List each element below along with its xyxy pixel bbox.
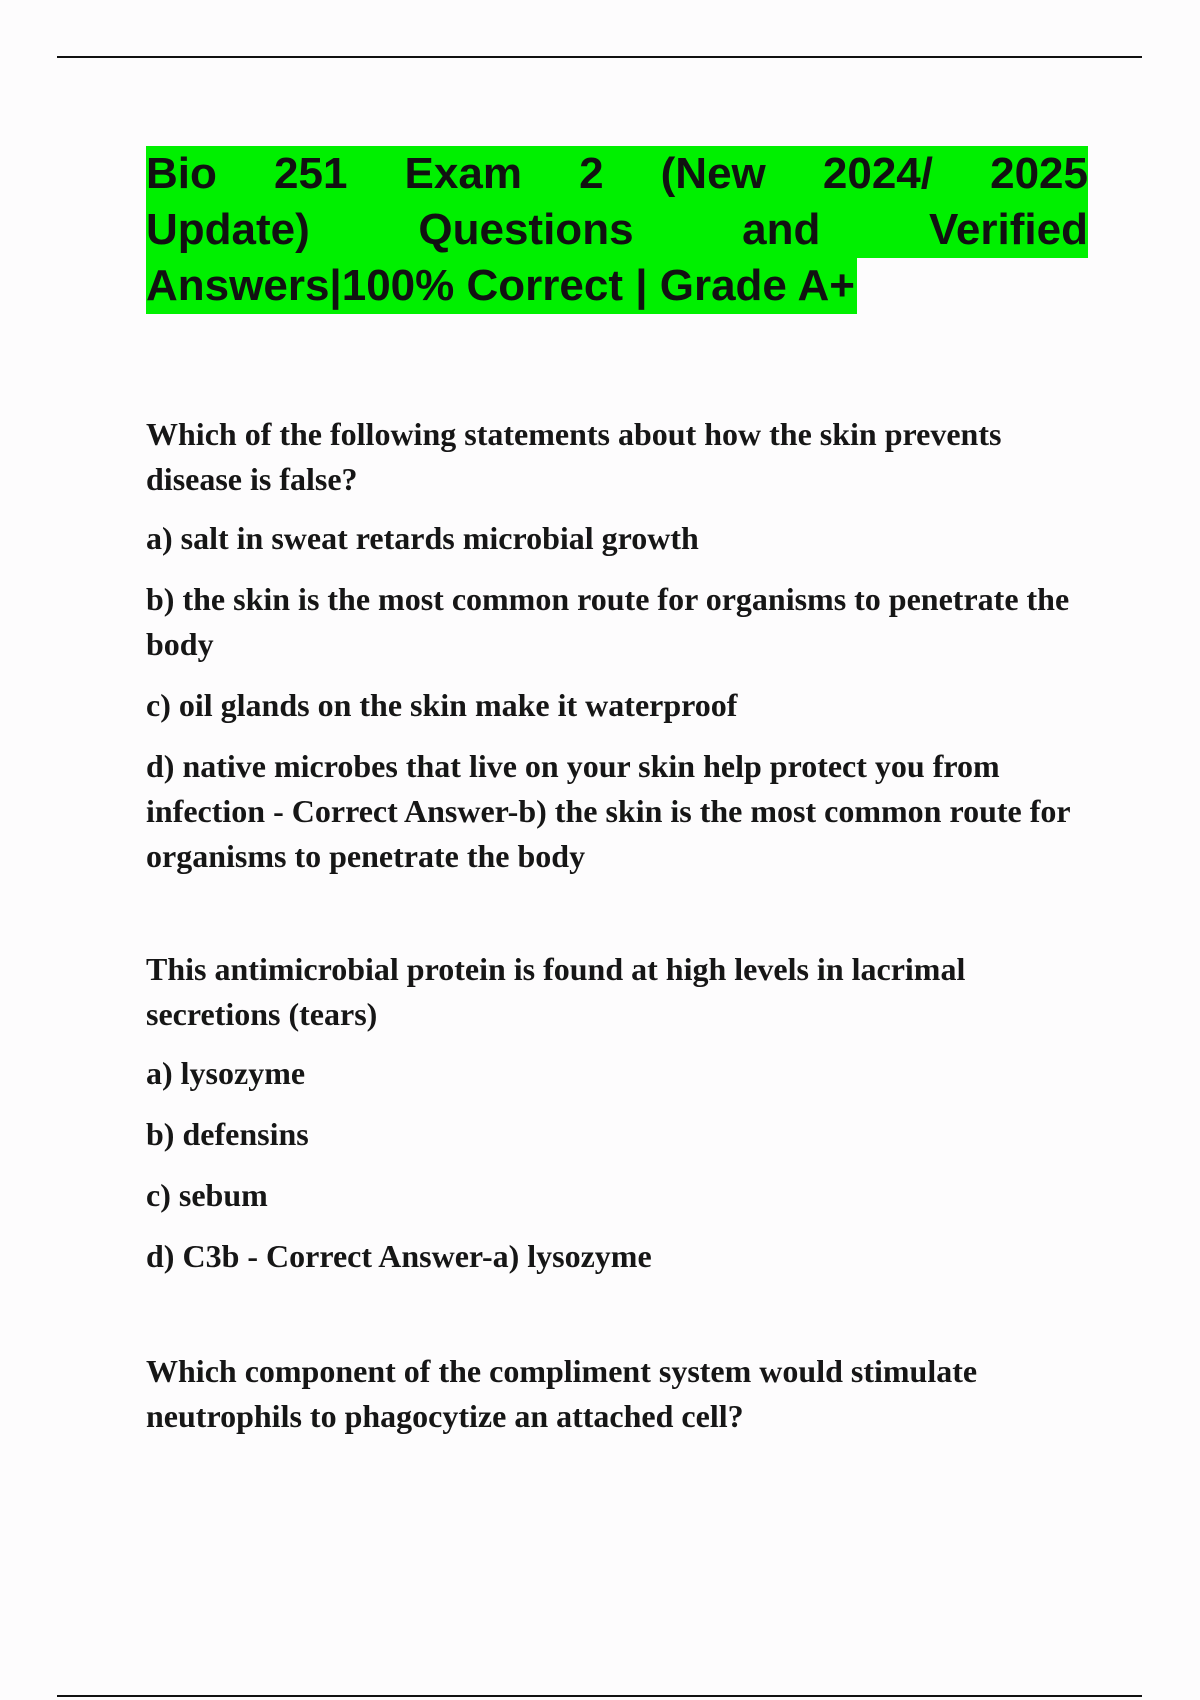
title-word: Questions xyxy=(418,205,634,254)
answer-option: c) oil glands on the skin make it waterproof xyxy=(146,687,738,723)
question-text: Which of the following statements about how the skin prevents disease is false? xyxy=(146,416,1002,497)
title-line-2 xyxy=(146,202,1088,258)
question-text: Which component of the compliment system would stimulate neutrophils to phagocytize an attached cell? xyxy=(146,1353,978,1434)
title-word: and xyxy=(742,205,821,254)
title-word: (New xyxy=(660,149,766,198)
title-line-3: Answers|100% Correct | Grade A+ xyxy=(146,258,857,314)
bottom-rule xyxy=(57,1695,1142,1697)
answer-option: b) the skin is the most common route for organisms to penetrate the body xyxy=(146,581,1070,662)
answer-option: d) native microbes that live on your skin help protect you from infection - Correct Answer-b) the skin is the most common route for organisms to penetrate the body xyxy=(146,748,1071,874)
title-word: Bio xyxy=(146,149,217,198)
answer-option: a) lysozyme xyxy=(146,1055,306,1091)
title-word: Exam xyxy=(404,149,522,198)
question-block xyxy=(146,947,1088,1279)
answer-option: a) salt in sweat retards microbial growth xyxy=(146,520,699,556)
title-line-1 xyxy=(146,146,1088,202)
document-title xyxy=(146,146,1088,328)
top-rule xyxy=(57,56,1142,58)
answer-option: c) sebum xyxy=(146,1177,268,1213)
title-word: 2 xyxy=(579,149,604,198)
answer-option: b) defensins xyxy=(146,1116,309,1152)
question-block xyxy=(146,1349,1088,1439)
title-word: 251 xyxy=(274,149,348,198)
question-text: This antimicrobial protein is found at high levels in lacrimal secretions (tears) xyxy=(146,951,966,1032)
question-block xyxy=(146,412,1088,879)
title-word: Verified xyxy=(929,205,1088,254)
answer-option: d) C3b - Correct Answer-a) lysozyme xyxy=(146,1238,652,1274)
title-word: Update) xyxy=(146,205,310,254)
title-word: 2025 xyxy=(990,149,1088,198)
title-word: 2024/ xyxy=(822,149,933,198)
document-body xyxy=(146,146,1088,1453)
